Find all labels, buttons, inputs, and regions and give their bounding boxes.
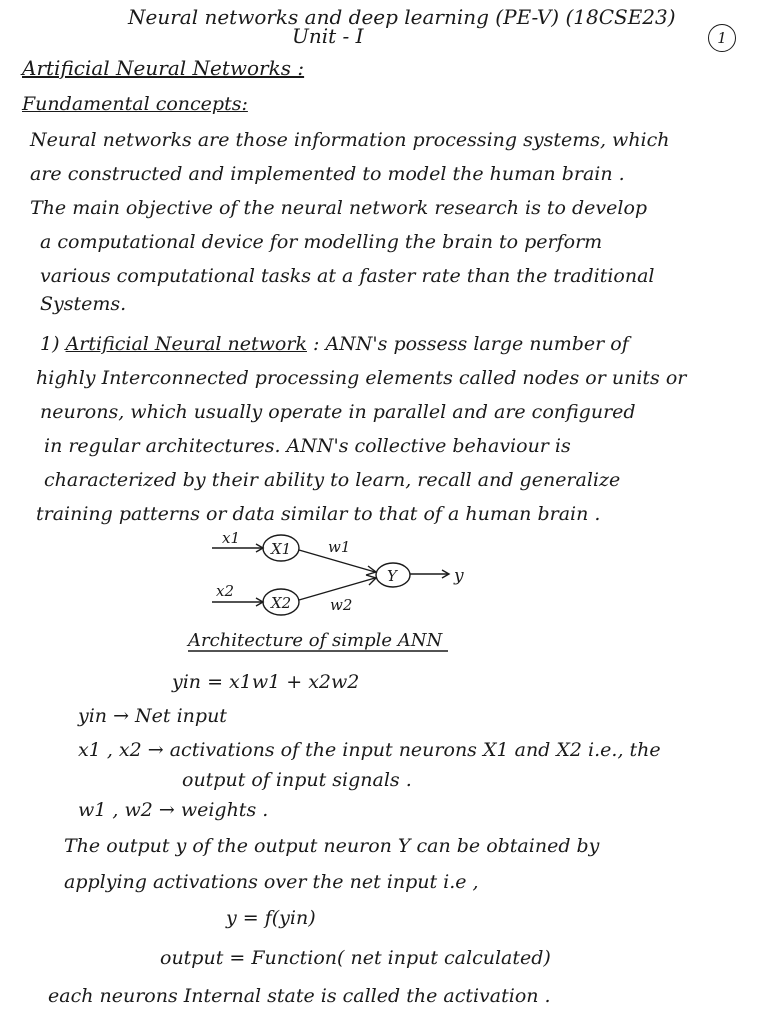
weight1-label: w1	[328, 538, 351, 556]
ann-line: characterized by their ability to learn, recall and generalize	[44, 469, 621, 491]
final-line: each neurons Internal state is called the activation .	[48, 985, 551, 1007]
x-definition: x1 , x2 → activations of the input neurons X1 and X2 i.e., the	[78, 739, 661, 761]
output-label: y	[454, 566, 464, 586]
x-definition-cont: output of input signals .	[182, 769, 412, 791]
intro-line: Systems.	[40, 293, 127, 315]
intro-line: Neural networks are those information processing systems, which	[30, 129, 670, 151]
weight2-label: w2	[330, 596, 353, 614]
output-line: applying activations over the net input i.e ,	[64, 871, 479, 893]
ann-line: neurons, which usually operate in parallel and are configured	[40, 401, 636, 423]
output-function: output = Function( net input calculated)	[160, 947, 551, 969]
ann-term: Artificial Neural network	[65, 333, 307, 355]
ann-first-line-rest: : ANN's possess large number of	[313, 333, 629, 355]
output-line: The output y of the output neuron Y can be obtained by	[64, 835, 600, 857]
intro-line: various computational tasks at a faster rate than the traditional	[40, 265, 655, 287]
ann-line: highly Interconnected processing elements called nodes or units or	[36, 367, 687, 389]
section-heading: Artificial Neural Networks :	[22, 56, 305, 80]
page-number: 1	[708, 24, 736, 52]
page-title: Neural networks and deep learning (PE-V) (18CSE23)	[128, 5, 676, 29]
section-subheading: Fundamental concepts:	[22, 93, 248, 115]
intro-line: a computational device for modelling the brain to perform	[40, 231, 603, 253]
ann-line: training patterns or data similar to that of a human brain .	[36, 503, 601, 525]
neuron2-label: X2	[271, 594, 292, 612]
input1-label: x1	[222, 529, 241, 547]
input2-label: x2	[216, 582, 235, 600]
w-definition: w1 , w2 → weights .	[78, 799, 269, 821]
intro-line: are constructed and implemented to model the human brain .	[30, 163, 625, 185]
yin-definition: yin → Net input	[78, 705, 227, 727]
ann-line: in regular architectures. ANN's collective behaviour is	[44, 435, 571, 457]
output-formula: y = f(yin)	[226, 907, 316, 929]
yin-formula: yin = x1w1 + x2w2	[172, 671, 360, 693]
neuron1-label: X1	[271, 540, 292, 558]
unit-title: Unit - I	[292, 24, 364, 48]
diagram-caption: Architecture of simple ANN	[188, 630, 443, 651]
ann-number: 1)	[40, 333, 60, 355]
output-neuron-label: Y	[387, 567, 397, 585]
intro-line: The main objective of the neural network research is to develop	[30, 197, 648, 219]
